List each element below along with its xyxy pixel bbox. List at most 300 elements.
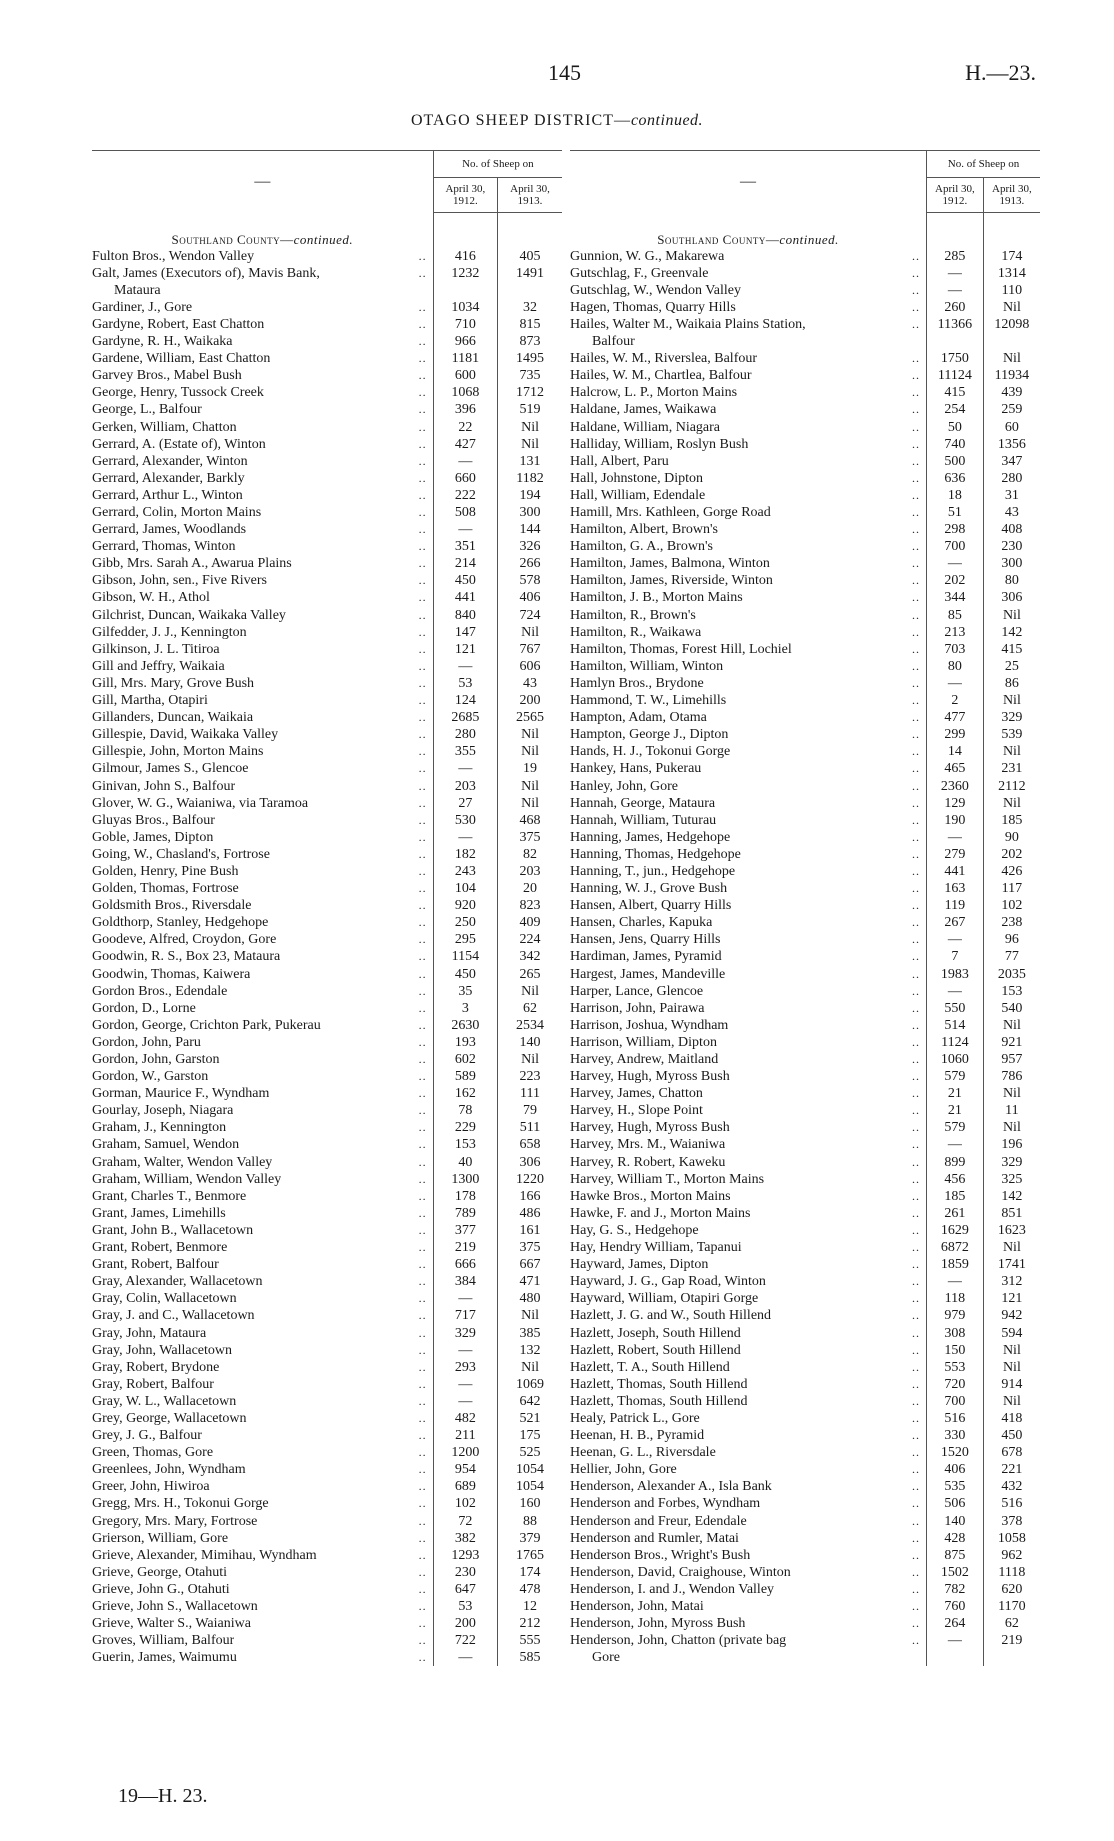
owner-cell (570, 880, 927, 897)
sheep-1912: 1154 (433, 948, 497, 965)
owner-name: Hayward, J. G., Gap Road, Winton (570, 1274, 766, 1290)
sheep-1913: 342 (519, 949, 541, 965)
owner-name: Gerrard, James, Woodlands (92, 522, 247, 538)
table-row (570, 572, 1040, 589)
table-body-right (570, 213, 1040, 1667)
owner-cell (92, 1136, 433, 1153)
table-row (570, 1136, 1040, 1153)
table-row (92, 1239, 562, 1256)
owner-name: Harvey, William T., Morton Mains (570, 1171, 765, 1187)
sheep-1912: 760 (927, 1598, 984, 1615)
table-row (92, 521, 562, 538)
dot-leader: .. (912, 846, 921, 861)
sheep-1913: 405 (519, 248, 541, 264)
owner-cell (570, 572, 927, 589)
owner-name: Ginivan, John S., Balfour (92, 778, 236, 794)
owner-name: Grieve, Walter S., Waianiwa (92, 1616, 251, 1632)
dot-leader: .. (418, 744, 427, 759)
owner-name: Gordon, D., Lorne (92, 1000, 196, 1016)
table-row (92, 572, 562, 589)
table-row (570, 504, 1040, 521)
sheep-1912: 1300 (433, 1171, 497, 1188)
owner-name: Gutschlag, W., Wendon Valley (570, 282, 742, 298)
owner-cell (92, 624, 433, 641)
sheep-1913: 203 (519, 863, 541, 879)
owner-cell (570, 829, 927, 846)
dot-leader: .. (912, 1291, 921, 1306)
dot-leader: .. (912, 1599, 921, 1613)
table-row (92, 1000, 562, 1017)
dot-leader: .. (912, 368, 921, 383)
sheep-1912: 530 (433, 812, 497, 829)
owner-name: Hay, Hendry William, Tapanui (570, 1240, 742, 1256)
owner-cell (92, 795, 433, 812)
table-row (92, 641, 562, 658)
dot-leader: .. (912, 1000, 921, 1015)
sheep-table-left (92, 150, 562, 1666)
sheep-1913: 914 (1001, 1376, 1023, 1392)
sheep-1913: 96 (1004, 932, 1019, 948)
owner-name: Hagen, Thomas, Quarry Hills (570, 299, 736, 315)
sheep-1913: 194 (519, 487, 541, 503)
sheep-1912: 899 (927, 1154, 984, 1171)
sheep-1913: 153 (1001, 983, 1023, 999)
sheep-1913: 1220 (516, 1171, 545, 1187)
owner-name: Goodwin, R. S., Box 23, Mataura (92, 949, 281, 965)
dot-leader: .. (418, 1564, 427, 1579)
sheep-1912: 72 (433, 1513, 497, 1530)
owner-name: Graham, Walter, Wendon Valley (92, 1154, 273, 1170)
sheep-1912: 514 (927, 1017, 984, 1034)
owner-cell (570, 299, 927, 316)
owner-name: Hansen, Albert, Quarry Hills (570, 898, 732, 914)
sheep-1912: 330 (927, 1427, 984, 1444)
table-row (92, 384, 562, 401)
owner-cell (570, 624, 927, 641)
table-row (570, 863, 1040, 880)
owner-name: Hamilton, James, Riverside, Winton (570, 573, 773, 589)
sheep-1913: Nil (1002, 1086, 1021, 1102)
sheep-1912: 222 (433, 487, 497, 504)
dot-leader: .. (912, 1052, 921, 1066)
owner-name: Hall, Albert, Paru (570, 453, 669, 469)
dot-leader: .. (912, 727, 921, 742)
table-row (570, 760, 1040, 777)
table-row (570, 487, 1040, 504)
owner-name: Hawke Bros., Morton Mains (570, 1188, 731, 1204)
sheep-1913: 221 (1001, 1462, 1023, 1478)
owner-cell (570, 726, 927, 743)
sheep-1912: 50 (927, 419, 984, 436)
sheep-1912: 2630 (433, 1017, 497, 1034)
dot-leader: .. (912, 402, 921, 417)
table-row (570, 401, 1040, 418)
table-row (570, 1478, 1040, 1495)
sheep-1913: 767 (519, 641, 541, 657)
owner-name: Grieve, John S., Wallacetown (92, 1599, 258, 1614)
sheep-1913: 142 (1001, 624, 1023, 640)
owner-cell (570, 1239, 927, 1256)
sheep-1912: 293 (433, 1359, 497, 1376)
dot-leader: .. (418, 1222, 427, 1237)
owner-cell (570, 316, 927, 333)
table-row (92, 1256, 562, 1273)
owner-name: Grieve, John G., Otahuti (92, 1581, 230, 1597)
sheep-1913: 1712 (516, 385, 545, 401)
header-dash: — (570, 151, 927, 213)
owner-cell (570, 504, 927, 521)
dot-leader: .. (912, 470, 921, 485)
owner-cell (570, 367, 927, 384)
owner-name: Gordon, W., Garston (92, 1069, 209, 1085)
sheep-1913: 231 (1001, 761, 1023, 777)
sheep-1913: 667 (519, 1257, 541, 1273)
sheep-1913: 942 (1001, 1308, 1023, 1324)
sheep-1912: 219 (433, 1239, 497, 1256)
owner-cell (570, 1205, 927, 1222)
owner-name: Hankey, Hans, Pukerau (570, 761, 702, 777)
owner-name: Greer, John, Hiwiroa (92, 1479, 210, 1495)
owner-cell (92, 316, 433, 333)
owner-cell (570, 436, 927, 453)
owner-name: Mataura (114, 282, 161, 298)
sheep-1912: 178 (433, 1188, 497, 1205)
owner-cell (570, 1530, 927, 1547)
dot-leader: .. (418, 1120, 427, 1135)
owner-cell (92, 1188, 433, 1205)
sheep-1912: 203 (433, 778, 497, 795)
owner-name: Hammond, T. W., Limehills (570, 693, 727, 709)
owner-cell (570, 1136, 927, 1153)
dot-leader: .. (418, 1410, 427, 1425)
owner-name: Golden, Thomas, Fortrose (92, 881, 239, 897)
sheep-1912: 660 (433, 470, 497, 487)
table-row (570, 1085, 1040, 1102)
dot-leader: .. (418, 846, 427, 861)
owner-name: Balfour (592, 334, 635, 350)
sheep-1913: 144 (519, 522, 541, 538)
sheep-1912: 966 (433, 333, 497, 350)
sheep-1912: 1068 (433, 384, 497, 401)
table-row (570, 743, 1040, 760)
sheep-1913: 32 (523, 299, 538, 315)
owner-name: Gregory, Mrs. Mary, Fortrose (92, 1513, 258, 1529)
table-row (92, 1102, 562, 1119)
sheep-1913: 406 (519, 590, 541, 606)
table-row (570, 1427, 1040, 1444)
owner-cell (92, 265, 433, 282)
dot-leader: .. (418, 1359, 427, 1374)
sheep-1913: 142 (1001, 1188, 1023, 1204)
sheep-1913: 486 (519, 1205, 541, 1221)
sheep-1912: 396 (433, 401, 497, 418)
owner-name: Hazlett, J. G. and W., South Hillend (570, 1308, 772, 1324)
table-row (570, 470, 1040, 487)
sheep-1913: 161 (519, 1222, 541, 1238)
owner-name: Gardyne, Robert, East Chatton (92, 316, 265, 332)
owner-name: Halliday, William, Roslyn Bush (570, 436, 749, 452)
owner-cell (92, 1205, 433, 1222)
sheep-1912: 85 (927, 607, 984, 624)
sheep-1912: 506 (927, 1495, 984, 1512)
sheep-1913: 409 (519, 915, 541, 931)
table-row (92, 914, 562, 931)
sheep-1912: 2 (927, 692, 984, 709)
sheep-1913: 259 (1001, 402, 1023, 418)
table-row (92, 692, 562, 709)
sheep-1912: 285 (927, 248, 984, 265)
sheep-1913: 62 (1004, 1616, 1019, 1632)
sheep-1912: 508 (433, 504, 497, 521)
dot-leader: .. (418, 453, 427, 468)
dot-leader: .. (418, 693, 427, 708)
dot-leader: .. (912, 1428, 921, 1443)
owner-cell (92, 333, 433, 350)
dot-leader: .. (912, 1496, 921, 1511)
sheep-1912: 344 (927, 589, 984, 606)
owner-cell (92, 1478, 433, 1495)
owner-name: Hanley, John, Gore (570, 778, 678, 794)
dot-leader: .. (912, 778, 921, 793)
dot-leader: .. (418, 470, 427, 485)
owner-cell (570, 607, 927, 624)
owner-name: Grant, Robert, Balfour (92, 1257, 219, 1273)
owner-name: Henderson and Freur, Edendale (570, 1513, 747, 1529)
owner-name: Goodwin, Thomas, Kaiwera (92, 966, 251, 982)
table-row (92, 1376, 562, 1393)
owner-cell (570, 1034, 927, 1051)
table-row (570, 726, 1040, 743)
owner-cell (570, 1342, 927, 1359)
table-row (570, 1410, 1040, 1427)
header-dash: — (92, 151, 433, 213)
dot-leader: .. (418, 1171, 427, 1186)
owner-cell (92, 1000, 433, 1017)
table-row (92, 897, 562, 914)
sheep-1913: 823 (519, 898, 541, 914)
owner-cell (570, 1256, 927, 1273)
sheep-1912: 11366 (927, 316, 984, 333)
owner-name: Hargest, James, Mandeville (570, 966, 726, 982)
table-row (92, 436, 562, 453)
owner-cell (92, 1495, 433, 1512)
right-column (570, 150, 1040, 1666)
owner-cell (570, 948, 927, 965)
sheep-1912: 1629 (927, 1222, 984, 1239)
owner-cell (92, 248, 433, 265)
sheep-1913: 921 (1001, 1034, 1023, 1050)
dot-leader: .. (912, 419, 921, 434)
dot-leader: .. (912, 949, 921, 964)
sheep-1912: — (433, 1649, 497, 1666)
dot-leader: .. (418, 556, 427, 571)
table-row (570, 350, 1040, 367)
sheep-1912: 214 (433, 555, 497, 572)
owner-cell (570, 743, 927, 760)
dot-leader: .. (912, 436, 921, 451)
owner-name: Gray, Colin, Wallacetown (92, 1291, 237, 1307)
dot-leader: .. (418, 1291, 427, 1306)
sheep-1913: Nil (521, 419, 539, 435)
sheep-1912: 428 (927, 1530, 984, 1547)
dot-leader: .. (912, 932, 921, 947)
table-row (570, 1154, 1040, 1171)
sheep-1912: — (433, 829, 497, 846)
dot-leader: .. (912, 898, 921, 913)
dot-leader: .. (912, 1530, 921, 1545)
sheep-1912: 1983 (927, 966, 984, 983)
owner-name: Gray, Robert, Brydone (92, 1359, 220, 1375)
owner-cell (92, 743, 433, 760)
sheep-1912: 193 (433, 1034, 497, 1051)
header-1913: April 30, 1913. (498, 178, 562, 213)
owner-name: Hellier, John, Gore (570, 1462, 677, 1478)
owner-cell (92, 384, 433, 401)
owner-name: Grant, John B., Wallacetown (92, 1222, 254, 1238)
dot-leader: .. (912, 1393, 921, 1408)
sheep-1913: 1741 (997, 1257, 1026, 1273)
table-row (570, 641, 1040, 658)
sheep-1912: — (433, 658, 497, 675)
dot-leader: .. (912, 453, 921, 468)
table-row (92, 1068, 562, 1085)
sheep-1913: 415 (1001, 641, 1023, 657)
owner-name: Gunnion, W. G., Makarewa (570, 248, 725, 264)
owner-name: Harper, Lance, Glencoe (570, 983, 704, 999)
sheep-1912: 162 (433, 1085, 497, 1102)
sheep-1912: 230 (433, 1564, 497, 1581)
sheep-1913: Nil (1002, 795, 1021, 811)
table-body-left (92, 213, 562, 1667)
dot-leader: .. (418, 539, 427, 554)
dot-leader: .. (912, 299, 921, 314)
table-row (92, 846, 562, 863)
owner-name: Glover, W. G., Waianiwa, via Taramoa (92, 795, 309, 811)
table-row (570, 846, 1040, 863)
table-row (570, 316, 1040, 333)
sheep-1913: 325 (1001, 1171, 1023, 1187)
sheep-1912: 243 (433, 863, 497, 880)
owner-name: Gorman, Maurice F., Wyndham (92, 1086, 270, 1102)
table-row (570, 1359, 1040, 1376)
sheep-1912: 441 (433, 589, 497, 606)
table-row (570, 1632, 1040, 1649)
sheep-1913: 306 (519, 1154, 541, 1170)
page-title (0, 112, 1114, 130)
sheep-1912: 1034 (433, 299, 497, 316)
sheep-1913: 468 (519, 812, 541, 828)
table-row (570, 1376, 1040, 1393)
owner-name: Henderson, John, Chatton (private bag (570, 1633, 787, 1649)
table-row (570, 1017, 1040, 1034)
owner-cell (92, 1376, 433, 1393)
dot-leader: .. (418, 436, 427, 451)
table-row (92, 538, 562, 555)
sheep-1913: 202 (1001, 846, 1023, 862)
table-row (570, 1461, 1040, 1478)
owner-cell (570, 863, 927, 880)
owner-cell (92, 555, 433, 572)
owner-cell (570, 1410, 927, 1427)
owner-name: Henderson, John, Myross Bush (570, 1616, 746, 1632)
dot-leader: .. (912, 641, 921, 656)
dot-leader: .. (418, 1257, 427, 1272)
dot-leader: .. (418, 1616, 427, 1631)
dot-leader: .. (418, 1462, 427, 1477)
sheep-1913: 735 (519, 368, 541, 384)
sheep-1913: 20 (523, 881, 538, 897)
sheep-1912: 329 (433, 1325, 497, 1342)
sheep-1913: 174 (519, 1564, 541, 1580)
sheep-1913: 1170 (998, 1599, 1026, 1614)
owner-name: Gillespie, David, Waikaka Valley (92, 727, 279, 743)
owner-cell (570, 265, 927, 282)
sheep-1913: Nil (521, 624, 539, 640)
owner-cell (92, 350, 433, 367)
dot-leader: .. (418, 1479, 427, 1494)
sheep-1912: — (927, 983, 984, 1000)
sheep-table-right (570, 150, 1040, 1666)
owner-name: Hazlett, T. A., South Hillend (570, 1359, 730, 1375)
owner-cell (92, 572, 433, 589)
table-row (92, 778, 562, 795)
owner-cell (92, 709, 433, 726)
sheep-1913: 166 (519, 1188, 541, 1204)
table-row (92, 760, 562, 777)
dot-leader: .. (418, 505, 427, 519)
owner-cell (92, 914, 433, 931)
sheep-1913: 312 (1001, 1274, 1023, 1290)
dot-leader: .. (418, 1069, 427, 1084)
dot-leader: .. (912, 248, 921, 263)
dot-leader: .. (912, 966, 921, 981)
owner-name: Gill, Martha, Otapiri (92, 693, 208, 709)
table-row (92, 1273, 562, 1290)
owner-name: Greenlees, John, Wyndham (92, 1462, 246, 1478)
table-row (570, 675, 1040, 692)
sheep-1913: 1491 (516, 265, 545, 281)
sheep-1912: 602 (433, 1051, 497, 1068)
sheep-1912: 1750 (927, 350, 984, 367)
table-row (570, 1307, 1040, 1324)
owner-cell (570, 709, 927, 726)
table-row (92, 1632, 562, 1649)
table-row (92, 675, 562, 692)
dot-leader: .. (418, 351, 427, 366)
owner-cell (92, 1615, 433, 1632)
title-continued: continued. (630, 112, 704, 129)
owner-name: Green, Thomas, Gore (92, 1445, 214, 1461)
dot-leader: .. (418, 1496, 427, 1511)
dot-leader: .. (418, 915, 427, 930)
table-row (570, 1290, 1040, 1307)
sheep-1913: 1765 (516, 1547, 545, 1563)
owner-name: Healy, Patrick L., Gore (570, 1410, 700, 1426)
table-row (92, 1461, 562, 1478)
owner-name: Gregg, Mrs. H., Tokonui Gorge (92, 1496, 269, 1512)
dot-leader: .. (418, 932, 427, 947)
section-title: Southland County (657, 231, 766, 247)
sheep-1912: 427 (433, 436, 497, 453)
owner-cell (570, 760, 927, 777)
owner-cell (92, 726, 433, 743)
owner-cell (570, 538, 927, 555)
owner-cell (570, 1171, 927, 1188)
owner-cell (92, 1444, 433, 1461)
owner-cell (92, 1102, 433, 1119)
table-row (570, 1119, 1040, 1136)
sheep-1912 (927, 333, 984, 350)
